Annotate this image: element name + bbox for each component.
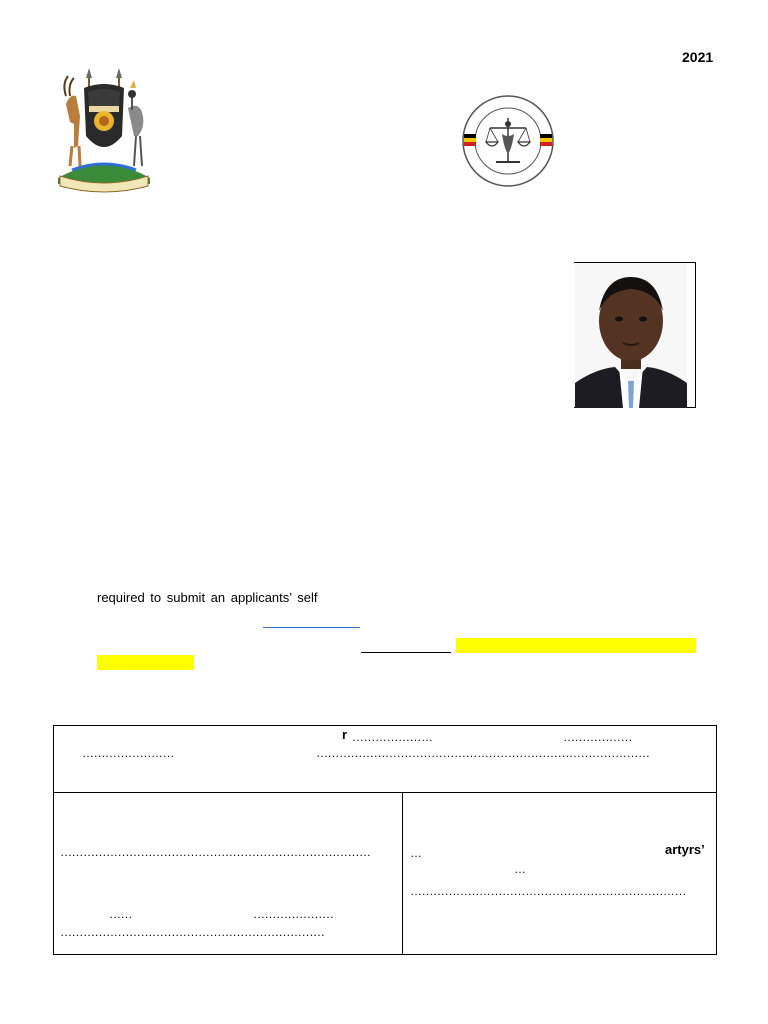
jsc-seal-emblem [458,94,558,190]
fill-line[interactable]: …………………… [82,746,174,760]
applicant-photo [575,263,687,408]
fill-line[interactable]: …… [109,907,132,921]
form-letter-r: r [342,727,348,742]
fill-line[interactable]: …………………………………………………………………………… [316,746,650,760]
fill-line[interactable]: ……………………………………………………………………… [60,845,371,859]
highlighted-text-1 [456,638,696,653]
martyrs-label-fragment: artyrs’ [665,842,705,857]
document-year: 2021 [682,49,714,65]
text-underline [361,652,451,653]
fill-line[interactable]: …………………………………………………………… [60,925,325,939]
highlighted-text-2 [97,655,194,670]
fill-line[interactable]: ………………… [253,907,334,921]
fill-line[interactable]: ………………… [352,730,433,744]
fill-line[interactable]: ……………………………………………………………… [410,884,686,898]
hyperlink-underline[interactable] [263,627,360,628]
fill-line[interactable]: … [514,862,526,876]
fill-line[interactable]: … [410,846,422,860]
fill-line[interactable]: ……………… [563,730,632,744]
body-text-line: required to submit an applicants’ self [97,590,318,605]
form-right-cell [402,792,717,955]
coat-of-arms-emblem [52,66,156,194]
